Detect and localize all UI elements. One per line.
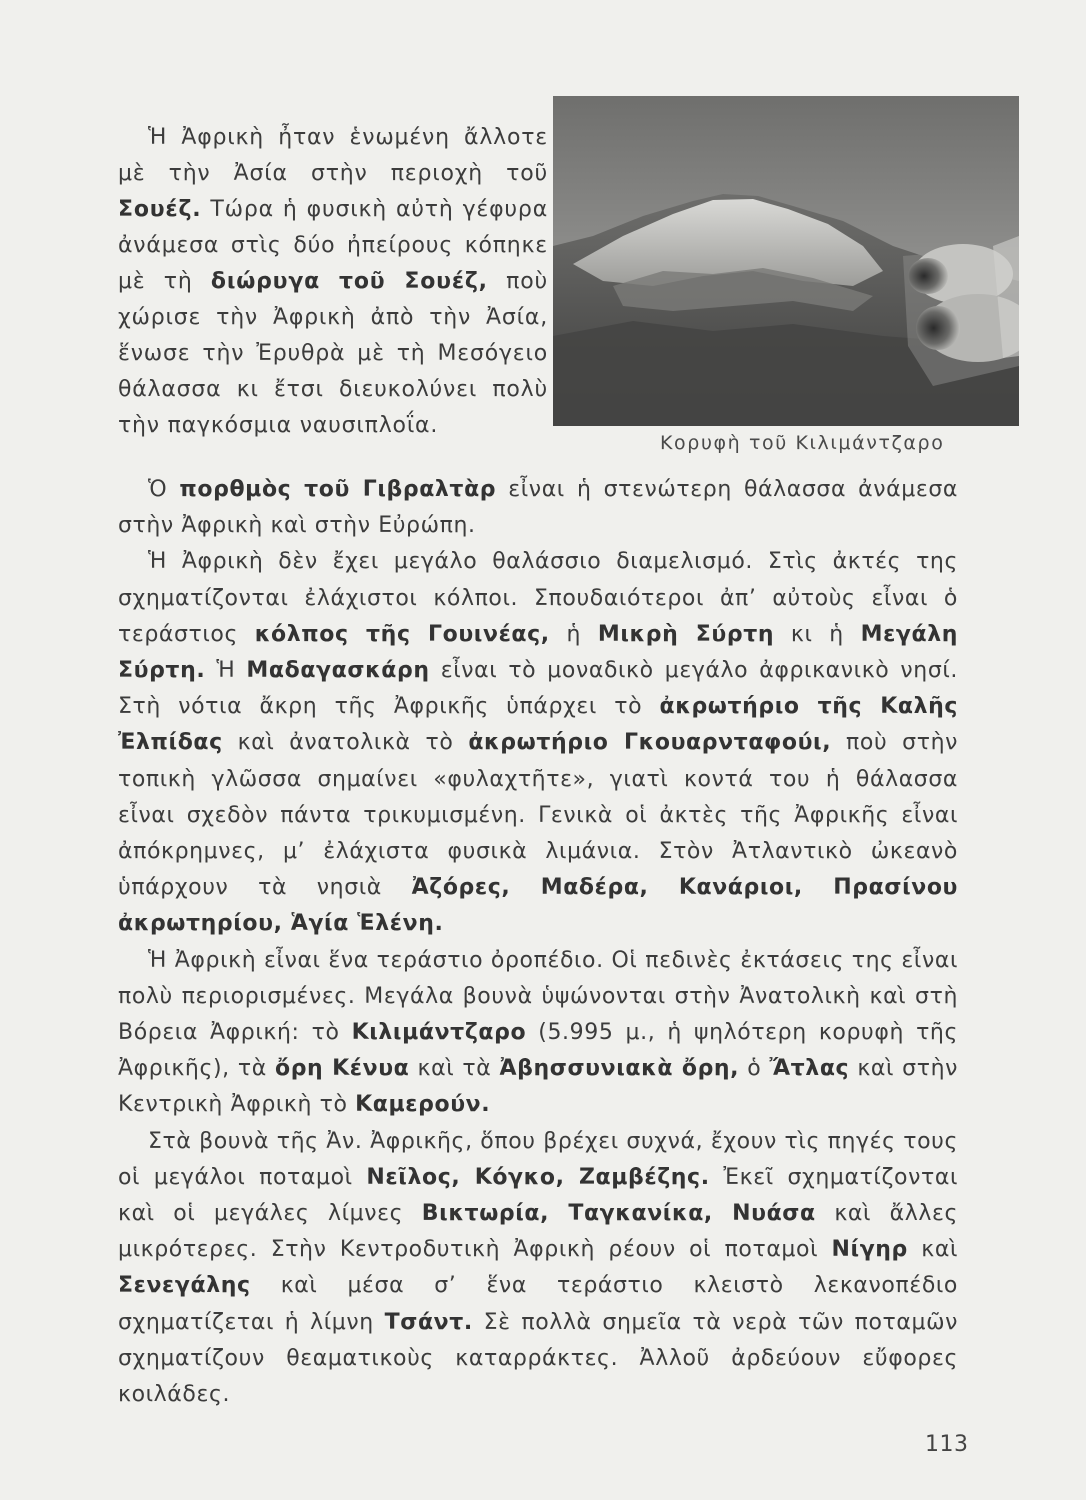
mountain-image [553,96,1019,426]
text-run: καὶ [907,1237,958,1263]
bold-term: Ἀβησσυνιακὰ ὄρη, [499,1056,740,1082]
bold-term: κόλπος τῆς Γουινέας, [254,621,550,647]
bold-term: Σενεγάλης [118,1273,251,1299]
intro-paragraph [118,120,548,444]
paragraph [118,544,958,942]
text-run: ποὺ στὴν τοπικὴ γλῶσσα σημαίνει «φυλαχτῆτε», γιατὶ κοντά του ἡ θάλασσα εἶναι σχεδὸν πάντα τρικυμισμένη. Γενικὰ οἱ ἀκτὲς τῆς Ἀφρικῆς εἶναι ἀπόκρημνες, μ’ ἐλάχιστα φυσικὰ λιμάνια. Στὸν Ἀτλαντικὸ ὠκεανὸ ὑπάρχουν τὰ νησιὰ [118,730,958,901]
paragraph [118,472,958,544]
bold-term: Κιλιμάντζαρο [351,1020,527,1046]
text-run: καὶ στὴν Κεντρικὴ Ἀφρικὴ τὸ [118,1056,958,1118]
bold-term: Νίγηρ [831,1237,908,1263]
text-run: καὶ τὰ [409,1056,500,1082]
text-run: Σὲ πολλὰ σημεῖα τὰ νερὰ τῶν ποταμῶν σχηματίζουν θεαματικοὺς καταρράκτες. Ἀλλοῦ ἀρδεύουν εὔφορες κοιλάδες. [118,1309,958,1408]
bold-term: Μαδαγασκάρη [246,658,430,684]
bold-term: Νεῖλος, Κόγκο, Ζαμβέζης. [366,1164,710,1190]
text-run: Ἐκεῖ σχηματίζονται καὶ οἱ μεγάλες λίμνες [118,1164,958,1227]
text-run: Ἡ Ἀφρικὴ εἶναι ἕνα τεράστιο ὀροπέδιο. Οἱ πεδινὲς ἐκτάσεις της εἶναι πολὺ περιορισμένες. Μεγάλα βουνὰ ὑψώνονται στὴν Ἀνατολικὴ καὶ στὴ Βόρεια Ἀφρική: τὸ [118,947,958,1046]
bold-term: Τσάντ. [384,1309,473,1335]
bold-term: ἀκρωτήριο Γκουαρνταφούι, [468,730,832,756]
bold-term: Βικτωρία, Ταγκανίκα, Νυάσα [421,1201,816,1227]
text-run: ὁ [739,1056,770,1082]
text-run: Ἡ Ἀφρικὴ δὲν ἔχει μεγάλο θαλάσσιο διαμελισμό. Στὶς ἀκτές της σχηματίζονται ἐλάχιστοι κόλποι. Σπουδαιότεροι ἀπ’ αὐτοὺς εἶναι ὁ τεράστιος [118,549,958,647]
bold-term: πορθμὸς τοῦ Γιβραλτὰρ [179,477,497,502]
bold-term: Μικρὴ Σύρτη [597,621,775,647]
bold-term: Μεγάλη Σύρτη. [118,621,959,684]
text-run: καὶ ἄλλες μικρότερες. Στὴν Κεντροδυτικὴ Ἀφρικὴ ρέουν οἱ ποταμοὶ [118,1201,959,1263]
bold-term: διώρυγα τοῦ Σουέζ, [210,269,488,294]
page-number: 113 [925,1432,969,1457]
text-run: εἶναι τὸ μοναδικὸ μεγάλο ἀφρικανικὸ νησί. Στὴ νότια ἄκρη τῆς Ἀφρικῆς ὑπάρχει τὸ [118,658,958,720]
bold-term: ὄρη Κένυα [275,1056,410,1082]
text-run: Ὁ [148,477,180,502]
text-run: ποὺ χώρισε τὴν Ἀφρικὴ ἀπὸ τὴν Ἀσία, ἕνωσε τὴν Ἐρυθρὰ μὲ τὴ Μεσόγειο θάλασσα κι ἔτσι διευκολύνει πολὺ τὴν παγκόσμια ναυσιπλοΐα. [118,269,548,438]
text-run: καὶ μέσα σ’ ἕνα τεράστιο κλειστὸ λεκανοπέδιο σχηματίζεται ἡ λίμνη [118,1273,958,1335]
paragraph [118,1124,958,1414]
text-run: ἡ [549,621,598,647]
text-run: εἶναι ἡ στενώτερη θάλασσα ἀνάμεσα στὴν Ἀφρικὴ καὶ στὴν Εὐρώπη. [118,477,959,539]
text-run: Ἡ [205,658,247,684]
paragraph [118,943,958,1124]
text-run: Ἡ Ἀφρικὴ ἦταν ἑνωμένη ἄλλοτε μὲ τὴν Ἀσία στὴν περιοχὴ τοῦ [118,125,548,186]
bold-term: ἀκρωτήριο τῆς Καλῆς Ἐλπίδας [118,694,958,756]
text-run: καὶ ἀνατολικὰ τὸ [222,730,469,756]
main-text [118,472,958,1413]
bold-term: Σουέζ. [118,197,202,222]
kilimanjaro-photo [553,96,1019,426]
paragraph [118,120,548,444]
photo-caption: Κορυφὴ τοῦ Κιλιμάντζαρο [660,432,945,454]
text-run: Στὰ βουνὰ τῆς Ἀν. Ἀφρικῆς, ὅπου βρέχει συχνά, ἔχουν τὶς πηγές τους οἱ μεγάλοι ποταμοὶ [118,1128,958,1190]
text-run: Τώρα ἡ φυσικὴ αὐτὴ γέφυρα ἀνάμεσα στὶς δύο ἠπείρους κόπηκε μὲ τὴ [118,197,548,294]
text-run: (5.995 μ., ἡ ψηλότερη κορυφὴ τῆς Ἀφρικῆς), τὰ [118,1020,958,1082]
bold-term: Καμερούν. [355,1092,491,1118]
bold-term: Ἀζόρες, Μαδέρα, Κανάριοι, Πρασίνου ἀκρωτηρίου, Ἁγία Ἑλένη. [118,875,958,937]
bold-term: Ἄτλας [769,1056,850,1082]
text-run: κι ἡ [774,621,861,647]
